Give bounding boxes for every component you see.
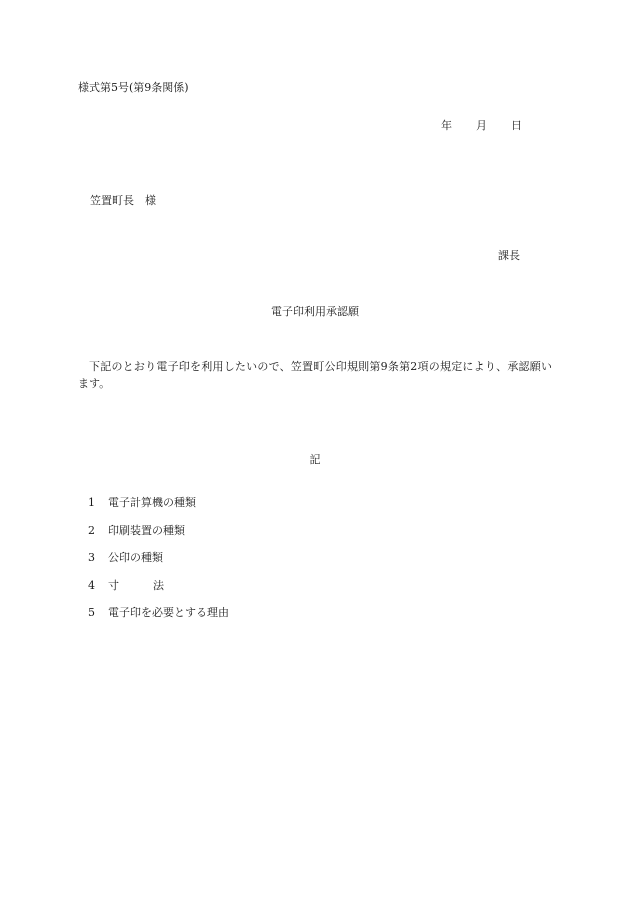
item-number: 2 bbox=[88, 524, 95, 537]
item-label-first: 寸 bbox=[108, 579, 119, 592]
list-item bbox=[88, 580, 164, 591]
item-number: 4 bbox=[88, 579, 95, 592]
list-item bbox=[88, 607, 229, 618]
item-label: 電子計算機の種類 bbox=[108, 496, 196, 509]
item-number: 3 bbox=[88, 551, 95, 564]
date-day-label: 日 bbox=[511, 119, 522, 132]
list-item bbox=[88, 525, 185, 536]
list-item bbox=[88, 552, 163, 563]
list-item bbox=[88, 497, 196, 508]
item-label: 印刷装置の種類 bbox=[108, 524, 185, 537]
item-label: 電子印を必要とする理由 bbox=[108, 606, 229, 619]
item-label: 公印の種類 bbox=[108, 551, 163, 564]
date-month-label: 月 bbox=[476, 119, 487, 132]
applicant-title: 課長 bbox=[498, 249, 520, 262]
item-number: 1 bbox=[88, 496, 95, 509]
body-paragraph: 下記のとおり電子印を利用したいので、笠置町公印規則第9条第2項の規定により、承認願います。 bbox=[78, 360, 552, 390]
item-label-second: 法 bbox=[153, 579, 164, 592]
item-number: 5 bbox=[88, 606, 95, 619]
form-label: 様式第5号(第9条関係) bbox=[78, 81, 189, 94]
addressee: 笠置町長 様 bbox=[90, 194, 156, 207]
document-title: 電子印利用承認願 bbox=[271, 305, 359, 318]
date-year-label: 年 bbox=[441, 119, 452, 132]
ki-heading: 記 bbox=[309, 453, 321, 466]
